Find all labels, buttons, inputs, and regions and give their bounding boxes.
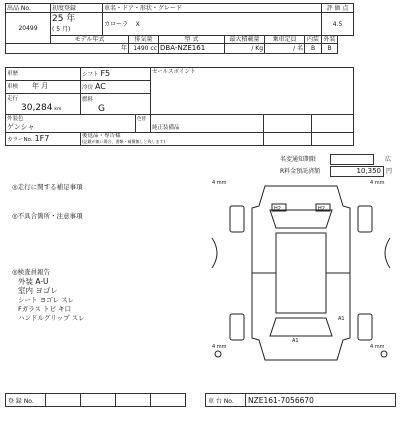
first-reg-date: [51, 13, 103, 36]
mileage-value: 30,284: [21, 103, 53, 113]
inspector-report-label: ◎検査員報告: [12, 268, 51, 276]
parts-cell: [151, 115, 264, 133]
shift-label: シフト: [82, 71, 99, 78]
tire-depth-rear-left: 4 mm: [212, 344, 227, 350]
tire-depth-rear-right: 4 mm: [370, 344, 385, 350]
chassis-number: NZE161-7056670: [246, 394, 396, 407]
model-year-unit: 年: [6, 44, 129, 54]
lot-number: 20499: [6, 13, 51, 44]
tire-depth-front-left: 4 mm: [212, 180, 227, 186]
parts-blank-2: [312, 115, 354, 133]
footer-gap: [186, 394, 206, 407]
aftermarket-blank-1: [264, 133, 312, 146]
defect-notes-label: ◎不具合箇所・注意事項: [12, 212, 83, 220]
reg-box-4: [151, 394, 186, 407]
mileage-cell: [6, 94, 81, 115]
model-code: DBA-NZE161: [159, 44, 225, 54]
exterior-label: 外装: [323, 36, 336, 43]
inspection-cell: [6, 81, 81, 94]
spare-outline-left: [212, 238, 217, 268]
shift-value: F5: [100, 68, 111, 78]
fuel-label: 燃料: [82, 96, 94, 103]
cc-value: 1490 cc: [129, 44, 159, 54]
model-label: 型 式: [159, 36, 225, 44]
capacity-value: / 名: [265, 44, 305, 54]
color-flag-label: 色替: [137, 117, 146, 122]
tire-front-left: [230, 206, 244, 232]
tire-rear-right: [358, 314, 372, 340]
recycle-label: R料金預託済額: [280, 168, 321, 175]
load-label: 最大積載量: [225, 36, 265, 44]
reg-year-unit: 年: [66, 13, 76, 24]
ac-value: AC: [94, 81, 106, 91]
aftermarket-blank-2: [312, 133, 354, 146]
mark-h2-left: H2: [274, 206, 281, 212]
ac-label: 冷房: [82, 84, 94, 91]
sales-points-cell: [151, 68, 354, 115]
reg-box-2: [81, 394, 116, 407]
mark-a1-bottom: A1: [292, 338, 299, 344]
tire-front-right: [358, 206, 372, 232]
report-line-1: 外装 A-U: [18, 277, 49, 286]
aftermarket-label: 後退品・専告様: [82, 133, 121, 139]
car-name-cell: [103, 13, 322, 36]
shift-cell: [81, 68, 151, 81]
history-label: 車歴: [7, 71, 19, 77]
mark-circle-right: [381, 351, 387, 357]
load-value: / Kg: [225, 44, 265, 54]
car-name-label: 車名・ドア・形状・グレード: [103, 4, 322, 13]
footer-table: [5, 393, 396, 407]
rear-window: [270, 318, 332, 336]
capacity-label: 乗車定員: [265, 36, 305, 44]
color-code-label: カラーNo.: [7, 136, 33, 143]
color-flag-cell: [136, 115, 151, 133]
mark-a1-right: A1: [338, 316, 345, 322]
parts-blank-1: [264, 115, 312, 133]
fuel-cell: [81, 94, 151, 115]
overall-score: 4.5: [322, 13, 354, 36]
score-label: 評 価 点: [322, 4, 354, 13]
tire-rear-left: [230, 314, 244, 340]
report-line-2: 室内 ヨゴレ: [18, 286, 58, 295]
mark-circle-left: [215, 351, 221, 357]
color-code-cell: [6, 133, 81, 146]
spare-outline-right: [385, 238, 390, 268]
ext-color-cell: [6, 115, 136, 133]
report-line-3: シート ヨゴレ スレ: [18, 296, 75, 304]
sales-points-label: セールスポイント: [152, 69, 196, 75]
car-name: カローラ: [104, 20, 129, 28]
color-code-value: 1F7: [34, 133, 50, 143]
chassis-label: 車 台 No.: [206, 394, 246, 407]
cc-label: 排気量: [129, 36, 159, 44]
history-cell: [6, 68, 81, 81]
mileage-label: 走行: [7, 96, 19, 102]
roof: [276, 233, 326, 313]
reg-box-3: [116, 394, 151, 407]
parts-label: 純正装備品: [152, 125, 180, 131]
aftermarket-cell: [81, 133, 264, 146]
first-reg-label: 初度登録: [51, 4, 103, 13]
inspection-label: 車検: [7, 84, 19, 90]
windshield: [270, 210, 332, 228]
reg-box-1: [46, 394, 81, 407]
interior-label: 内装: [305, 36, 322, 44]
grade: X: [135, 20, 140, 28]
spec-table: [5, 67, 354, 146]
recycle-value: 10,350: [330, 166, 384, 177]
header-table: [5, 3, 354, 54]
name-change-box: [330, 154, 374, 165]
ext-color-label: 外装色: [7, 116, 24, 122]
aftermarket-note: (記載が無い場合、書類・補償無しと致します): [82, 139, 166, 144]
report-line-4: Fガラス トビ キ口: [18, 305, 72, 313]
ac-cell: [81, 81, 151, 94]
tire-depth-front-right: 4 mm: [370, 180, 385, 186]
report-line-5: ハンドルグリップ スレ: [18, 314, 85, 322]
recycle-unit: 円: [386, 168, 393, 175]
fuel-value: G: [98, 103, 105, 114]
mileage-unit: km: [54, 107, 62, 112]
interior-grade: B: [305, 44, 322, 54]
lot-label: 出品 No.: [6, 4, 51, 13]
driving-notes-label: ◎走行に関する補足事項: [12, 183, 83, 191]
exterior-grade: B: [322, 44, 338, 54]
name-change-label: 名変通知期限: [280, 156, 317, 163]
name-change-unit: 広: [385, 156, 392, 163]
car-damage-diagram: [210, 178, 392, 368]
reg-month: ( 5 月): [52, 25, 71, 33]
mark-h2-right: H2: [318, 206, 325, 212]
ext-color-value: ゲンシャ: [7, 123, 35, 131]
model-year-label: モデル年式: [51, 36, 129, 44]
inspection-value: 年 月: [31, 82, 49, 90]
reg-no-label: 登 録 No.: [6, 394, 46, 407]
reg-year: 25: [52, 13, 64, 24]
